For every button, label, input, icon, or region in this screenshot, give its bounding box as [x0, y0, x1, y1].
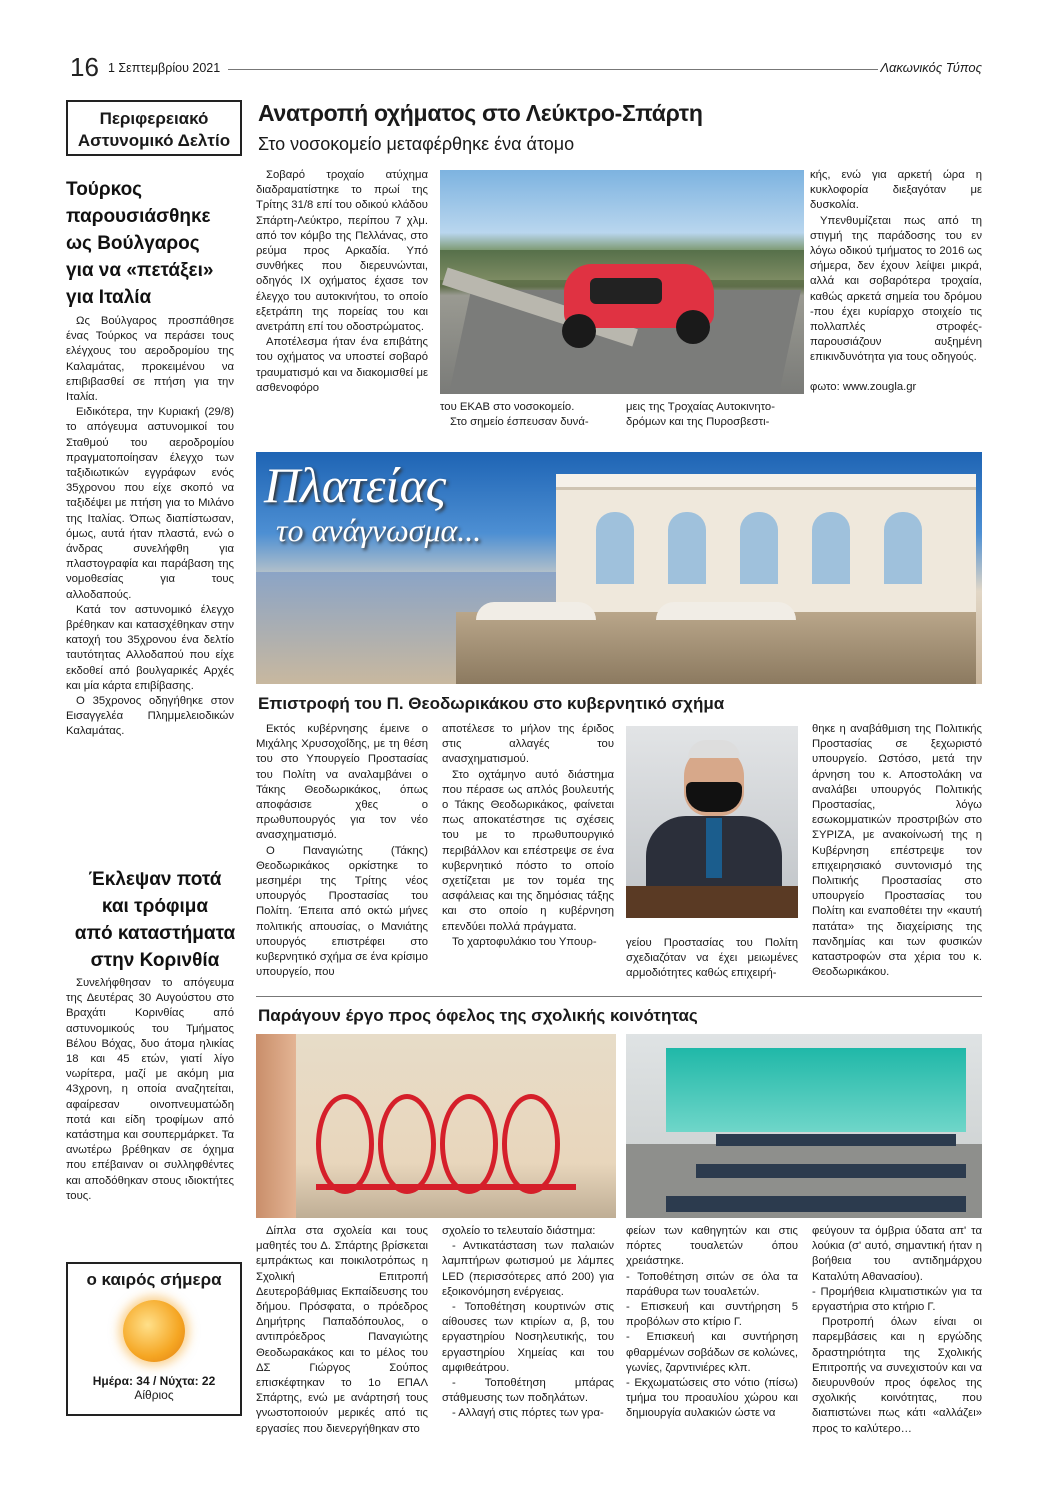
story2-title-line: στην Κορινθία — [90, 950, 220, 971]
section-title-line2: Αστυνομικό Δελτίο — [77, 131, 231, 150]
paragraph: Στο οχτάμηνο αυτό διάστημα που πέρασε ως απλός βουλευτής ο Τάκης Θεοδωρικάκος, φαίνεται πως αποκατέστησε τις σχέσεις του με το πρωθυπουργικό περιβάλλον και επέστρεψε σε ένα κυβερνητικό πόστο το οποίο σχετίζεται με τον τομέα της ασφάλειας και της δημόσιας τάξης και στο οποίο η κυβέρνηση επενδύει πολλά πράγματα. — [442, 768, 614, 933]
article3-col2 — [442, 1224, 614, 1422]
weather-title: ο καιρός σήμερα — [86, 1270, 222, 1289]
weather-temps: Ημέρα: 34 / Νύχτα: 22 — [92, 1374, 216, 1388]
article-theodorikakos — [256, 694, 982, 994]
paragraph: Ο 35χρονος οδηγήθηκε στον Εισαγγελέα Πλημμελειοδικών Καλαμάτας. — [66, 695, 234, 738]
paragraph: δρόμων και της Πυροσβεστι- — [626, 416, 770, 429]
sidebar — [66, 100, 244, 1440]
accident-photo — [440, 170, 804, 394]
plateias-banner — [256, 452, 982, 684]
paragraph: Αποτέλεσμα ήταν ένα επιβάτης του οχήματος να υποστεί σοβαρό τραυματισμό και να διακομισθεί με ασθενοφόρο — [256, 336, 428, 394]
story1-body — [66, 314, 234, 740]
page-number: 16 — [70, 52, 99, 82]
bike-rack-photo — [256, 1034, 616, 1218]
article3-title: Παράγουν έργο προς όφελος της σχολικής κοινότητας — [258, 1006, 698, 1025]
paragraph: αποτέλεσε το μήλον της έριδος στις αλλαγές του ανασχηματισμού. — [442, 723, 614, 766]
story1-title-line: για να «πετάξει» — [66, 260, 214, 281]
article2-col1 — [256, 722, 428, 980]
classroom-photo — [626, 1034, 982, 1218]
article1-title: Ανατροπή οχήματος στο Λεύκτρο-Σπάρτη — [258, 100, 703, 126]
paragraph: Συνελήφθησαν το απόγευμα της Δευτέρας 30 Αυγούστου στο Βραχάτι Κορινθίας από αστυνομικούς του Τμήματος Βέλου Βόχας, δυο άτομα ηλικίας 18 και 45 ετών, γιατί λίγο νωρίτερα, μαζί με ακόμη μια 43χρονη, η οποία αναζητείται, αφαίρεσαν οινοπνευματώδη ποτά και είδη τροφίμων από κατάστημα και σουπερμάρκετ. Τα ανωτέρω βρέθηκαν σε όχημα που επέβαιναν οι συλληφθέντες και αποδόθηκαν στους ιδιοκτήτες τους. — [66, 977, 234, 1202]
paragraph: Προτροπή όλων είναι οι παρεμβάσεις και η εργώδης δραστηριότητα της Σχολικής Επιτροπής να συνεχιστούν και να διευρυνθούν προς όφελος της σχολικής κοινότητας, που διαπιστώνει πως κάτι «αλλάζει» προς το καλύτερο… — [812, 1316, 982, 1435]
paragraph: - Τοποθέτηση κουρτινών στις αίθουσες των κτιρίων α, β, του εργαστηρίου Νοσηλευτικής, του εργαστηρίου Χημείας και του αμφιθεάτρου. — [442, 1301, 614, 1374]
article-overturn — [256, 100, 982, 430]
paragraph: φείων των καθηγητών και στις πόρτες τουαλετών όπου χρειάστηκε. — [626, 1225, 798, 1268]
article2-title: Επιστροφή του Π. Θεοδωρικάκου στο κυβερνητικό σχήμα — [258, 694, 725, 713]
story2-body — [66, 976, 234, 1204]
paragraph: - Εκχωματώσεις στο νότιο (πίσω) τμήμα του προαυλίου χώρου και δημιουργία αυλακιών ώστε να — [626, 1377, 798, 1420]
paragraph: σχολείο το τελευταίο διάστημα: — [442, 1225, 596, 1237]
paragraph: Σοβαρό τροχαίο ατύχημα διαδραματίστηκε το πρωί της Τρίτης 31/8 επί του οδικού κλάδου Σπάρτη-Λεύκτρο, περίπου 7 χλμ. από τον κόμβο της Πελλάνας, στο ρεύμα προς Αρκαδία. Υπό συνθήκες που διερευνώνται, οδηγός ΙΧ οχήματος έχασε τον έλεγχο του αυτοκινήτου, το οποίο εξετράπη της πορείας του και ανετράπη επί του οδοστρώματος. — [256, 169, 428, 334]
paragraph: Ο Παναγιώτης (Τάκης) Θεοδωρικάκος ορκίστηκε το μεσημέρι της Τρίτης νέος υπουργός Προστασίας του Πολίτη. Έπειτα από οκτώ μήνες πολιτικής απουσίας, ο Μανιάτης υπουργός επιστρέφει στο κυβερνητικό σχήμα σε ένα κρίσιμο υπουργείο, που — [256, 844, 428, 979]
divider-rule — [256, 996, 982, 997]
story1-title-line: Τούρκος — [66, 179, 143, 200]
paragraph: Δίπλα στα σχολεία και τους μαθητές του Δ. Σπάρτης βρίσκεται εμπράκτως και ποικιλοτρόπως η Σχολική Επιτροπή Δευτεροβάθμιας Εκπαίδευσης του δήμου. Πρόσφατα, ο πρόεδρος Δημήτρης Παπαδόπουλος, ο αντιπρόεδρος Παναγιώτης Θεοδωρακάκος και το μέλος του ΔΣ Γιώργος Σούπος επισκέφτηκαν το 1ο ΕΠΑΛ Σπάρτης, ενώ με ανάρτησή τους γνωστοποιούν μερικές από τις εργασίες που διενεργήθηκαν στο — [256, 1225, 428, 1435]
banner-title: Πλατείας — [264, 457, 447, 513]
article1-subtitle: Στο νοσοκομείο μεταφέρθηκε ένα άτομο — [258, 134, 575, 154]
banner-subtitle: το ανάγνωσμα... — [276, 512, 482, 548]
article3-col3 — [626, 1224, 798, 1422]
weather-box — [66, 1262, 242, 1416]
paragraph: - Προμήθεια κλιματιστικών για τα εργαστήρια στο κτήριο Γ. — [812, 1285, 982, 1314]
article2-col3 — [626, 936, 798, 982]
paragraph: - Τοποθέτηση σιτών σε όλα τα παράθυρα των τουαλετών. — [626, 1270, 798, 1298]
story2-title-line: Έκλεψαν ποτά — [88, 869, 222, 890]
paragraph: Ειδικότερα, την Κυριακή (29/8) το απόγευμα αστυνομικοί του Σταθμού του αεροδρομίου πραγματοποίησαν έλεγχο των ταξιδιωτικών εγγράφων ενός 35χρονου που είχε σκοπό να ταξιδέψει με πτήση για το Μιλάνο της Ιταλίας. Όπως διαπίστωσαν, όμως, αυτά ήταν πλαστά, ενώ ο άνδρας συνελήφθη για πλαστογραφία και παράβαση της νομοθεσίας για τους αλλοδαπούς. — [66, 406, 234, 601]
paragraph: Στο σημείο έσπευσαν δυνά- — [450, 416, 589, 429]
issue-date: 1 Σεπτεμβρίου 2021 — [108, 61, 221, 75]
section-title-line1: Περιφερειακό — [99, 109, 209, 128]
minister-photo — [626, 726, 798, 918]
section-title-box — [66, 100, 242, 156]
article1-col3 — [626, 400, 802, 430]
article3-col1 — [256, 1224, 428, 1437]
article1-col4 — [810, 168, 982, 395]
story2-title-line: από καταστήματα — [74, 923, 236, 944]
publication-name: Λακωνικός Τύπος — [880, 60, 982, 75]
story2-title — [66, 866, 244, 974]
paragraph: Υπενθυμίζεται πως από τη στιγμή της παράδοσης του εν λόγω οδικού τμήματος το 2016 ως σήμερα, δεν έχουν λείψει μικρά, αλλά και σοβαρότερα τροχαία, καθώς αρκετά σημεία του δρόμου -που έχει κυρίαρχο στοιχείο τις πολλαπλές στροφές- παρουσιάζουν αυξημένη επικινδυνότητα για τους οδηγούς. — [810, 214, 982, 364]
paragraph: - Αλλαγή στις πόρτες των γρα- — [452, 1407, 604, 1420]
story1-title-line: ως Βούλγαρος — [66, 233, 200, 254]
paragraph: - Επισκευή και συντήρηση φθαρμένων σοβάδων σε κολώνες, γωνίες, ζαρντινιέρες κλπ. — [626, 1331, 798, 1374]
story1-title-line: παρουσιάσθηκε — [66, 206, 211, 227]
paragraph: του ΕΚΑΒ στο νοσοκομείο. — [440, 401, 575, 413]
weather-condition: Αίθριος — [134, 1388, 174, 1402]
paragraph: μεις της Τροχαίας Αυτοκινητο- — [626, 401, 775, 413]
story1-title — [66, 176, 244, 311]
paragraph: Κατά τον αστυνομικό έλεγχο βρέθηκαν και κατασχέθηκαν στην κατοχή του 35χρονου ένα δελτίο ταυτότητας Αλλοδαπού που είχε εκδοθεί από βουλγαρικές Αρχές και μία κάρτα επιβίβασης. — [66, 603, 234, 692]
paragraph: Εκτός κυβέρνησης έμεινε ο Μιχάλης Χρυσοχοΐδης, με τη θέση του στο Υπουργείο Προστασίας του Πολίτη να αναλαμβάνει ο Τάκης Θεοδωρικάκος, όπως αποφάσισε χθες ο πρωθυπουργός για τον νέο ανασχηματισμό. — [256, 723, 428, 842]
header-rule — [228, 69, 878, 70]
article1-col2 — [440, 400, 612, 430]
paragraph: φεύγουν τα όμβρια ύδατα απ' τα λούκια (σ' αυτό, σημαντική ήταν η βοήθεια του αντιδημάρχου Καταλύτη Αθανασίου). — [812, 1225, 982, 1283]
paragraph: θηκε η αναβάθμιση της Πολιτικής Προστασίας σε ξεχωριστό υπουργείο. Ωστόσο, μετά την άρνηση του κ. Αποστολάκη να αναλάβει υπουργός Πολιτικής Προστασίας, λόγω εσωκομματικών προστριβών στο ΣΥΡΙΖΑ, με ανακοίνωσή της η Κυβέρνηση επέστρεψε τον επιχειρησιακό συντονισμό της Πολιτικής Προστασίας στο υπουργείο Προστασίας του Πολίτη και εναποθέτει την «καυτή πατάτα» της διαχείρισης της πανδημίας και των φυσικών καταστροφών στα χέρια του κ. Θεοδωρικάκου. — [812, 723, 982, 979]
article1-col1 — [256, 168, 428, 396]
story1-title-line: για Ιταλία — [66, 287, 152, 308]
article-school-committee — [256, 1006, 982, 1440]
photo-credit: φωτο: www.zougla.gr — [810, 380, 917, 393]
paragraph: Το χαρτοφυλάκιο του Υπουρ- — [452, 935, 597, 948]
paragraph: - Επισκευή και συντήρηση 5 προβόλων στο κτίριο Γ. — [626, 1301, 798, 1329]
paragraph: Ως Βούλγαρος προσπάθησε ένας Τούρκος να περάσει τους ελέγχους του αεροδρομίου της Καλαμάτας, προκειμένου να επιβιβασθεί σε πτήση για την Ιταλία. — [66, 315, 234, 404]
article3-col4 — [812, 1224, 982, 1437]
paragraph: γείου Προστασίας του Πολίτη σχεδιαζόταν να έχει μειωμένες αρμοδιότητες καθώς επιχειρή- — [626, 937, 798, 980]
sun-icon — [123, 1300, 185, 1362]
article2-col2 — [442, 722, 614, 950]
page-header — [70, 52, 982, 80]
paragraph: - Αντικατάσταση των παλαιών λαμπτήρων φωτισμού με λάμπες LED (περισσότερες από 200) για εξοικονόμηση ενέργειας. — [442, 1240, 614, 1298]
story2-title-line: και τρόφιμα — [101, 896, 209, 917]
paragraph: - Τοποθέτηση μπάρας στάθμευσης των ποδηλάτων. — [442, 1377, 614, 1405]
paragraph: κής, ενώ για αρκετή ώρα η κυκλοφορία διεξαγόταν με δυσκολία. — [810, 169, 982, 212]
article2-col4 — [812, 722, 982, 980]
